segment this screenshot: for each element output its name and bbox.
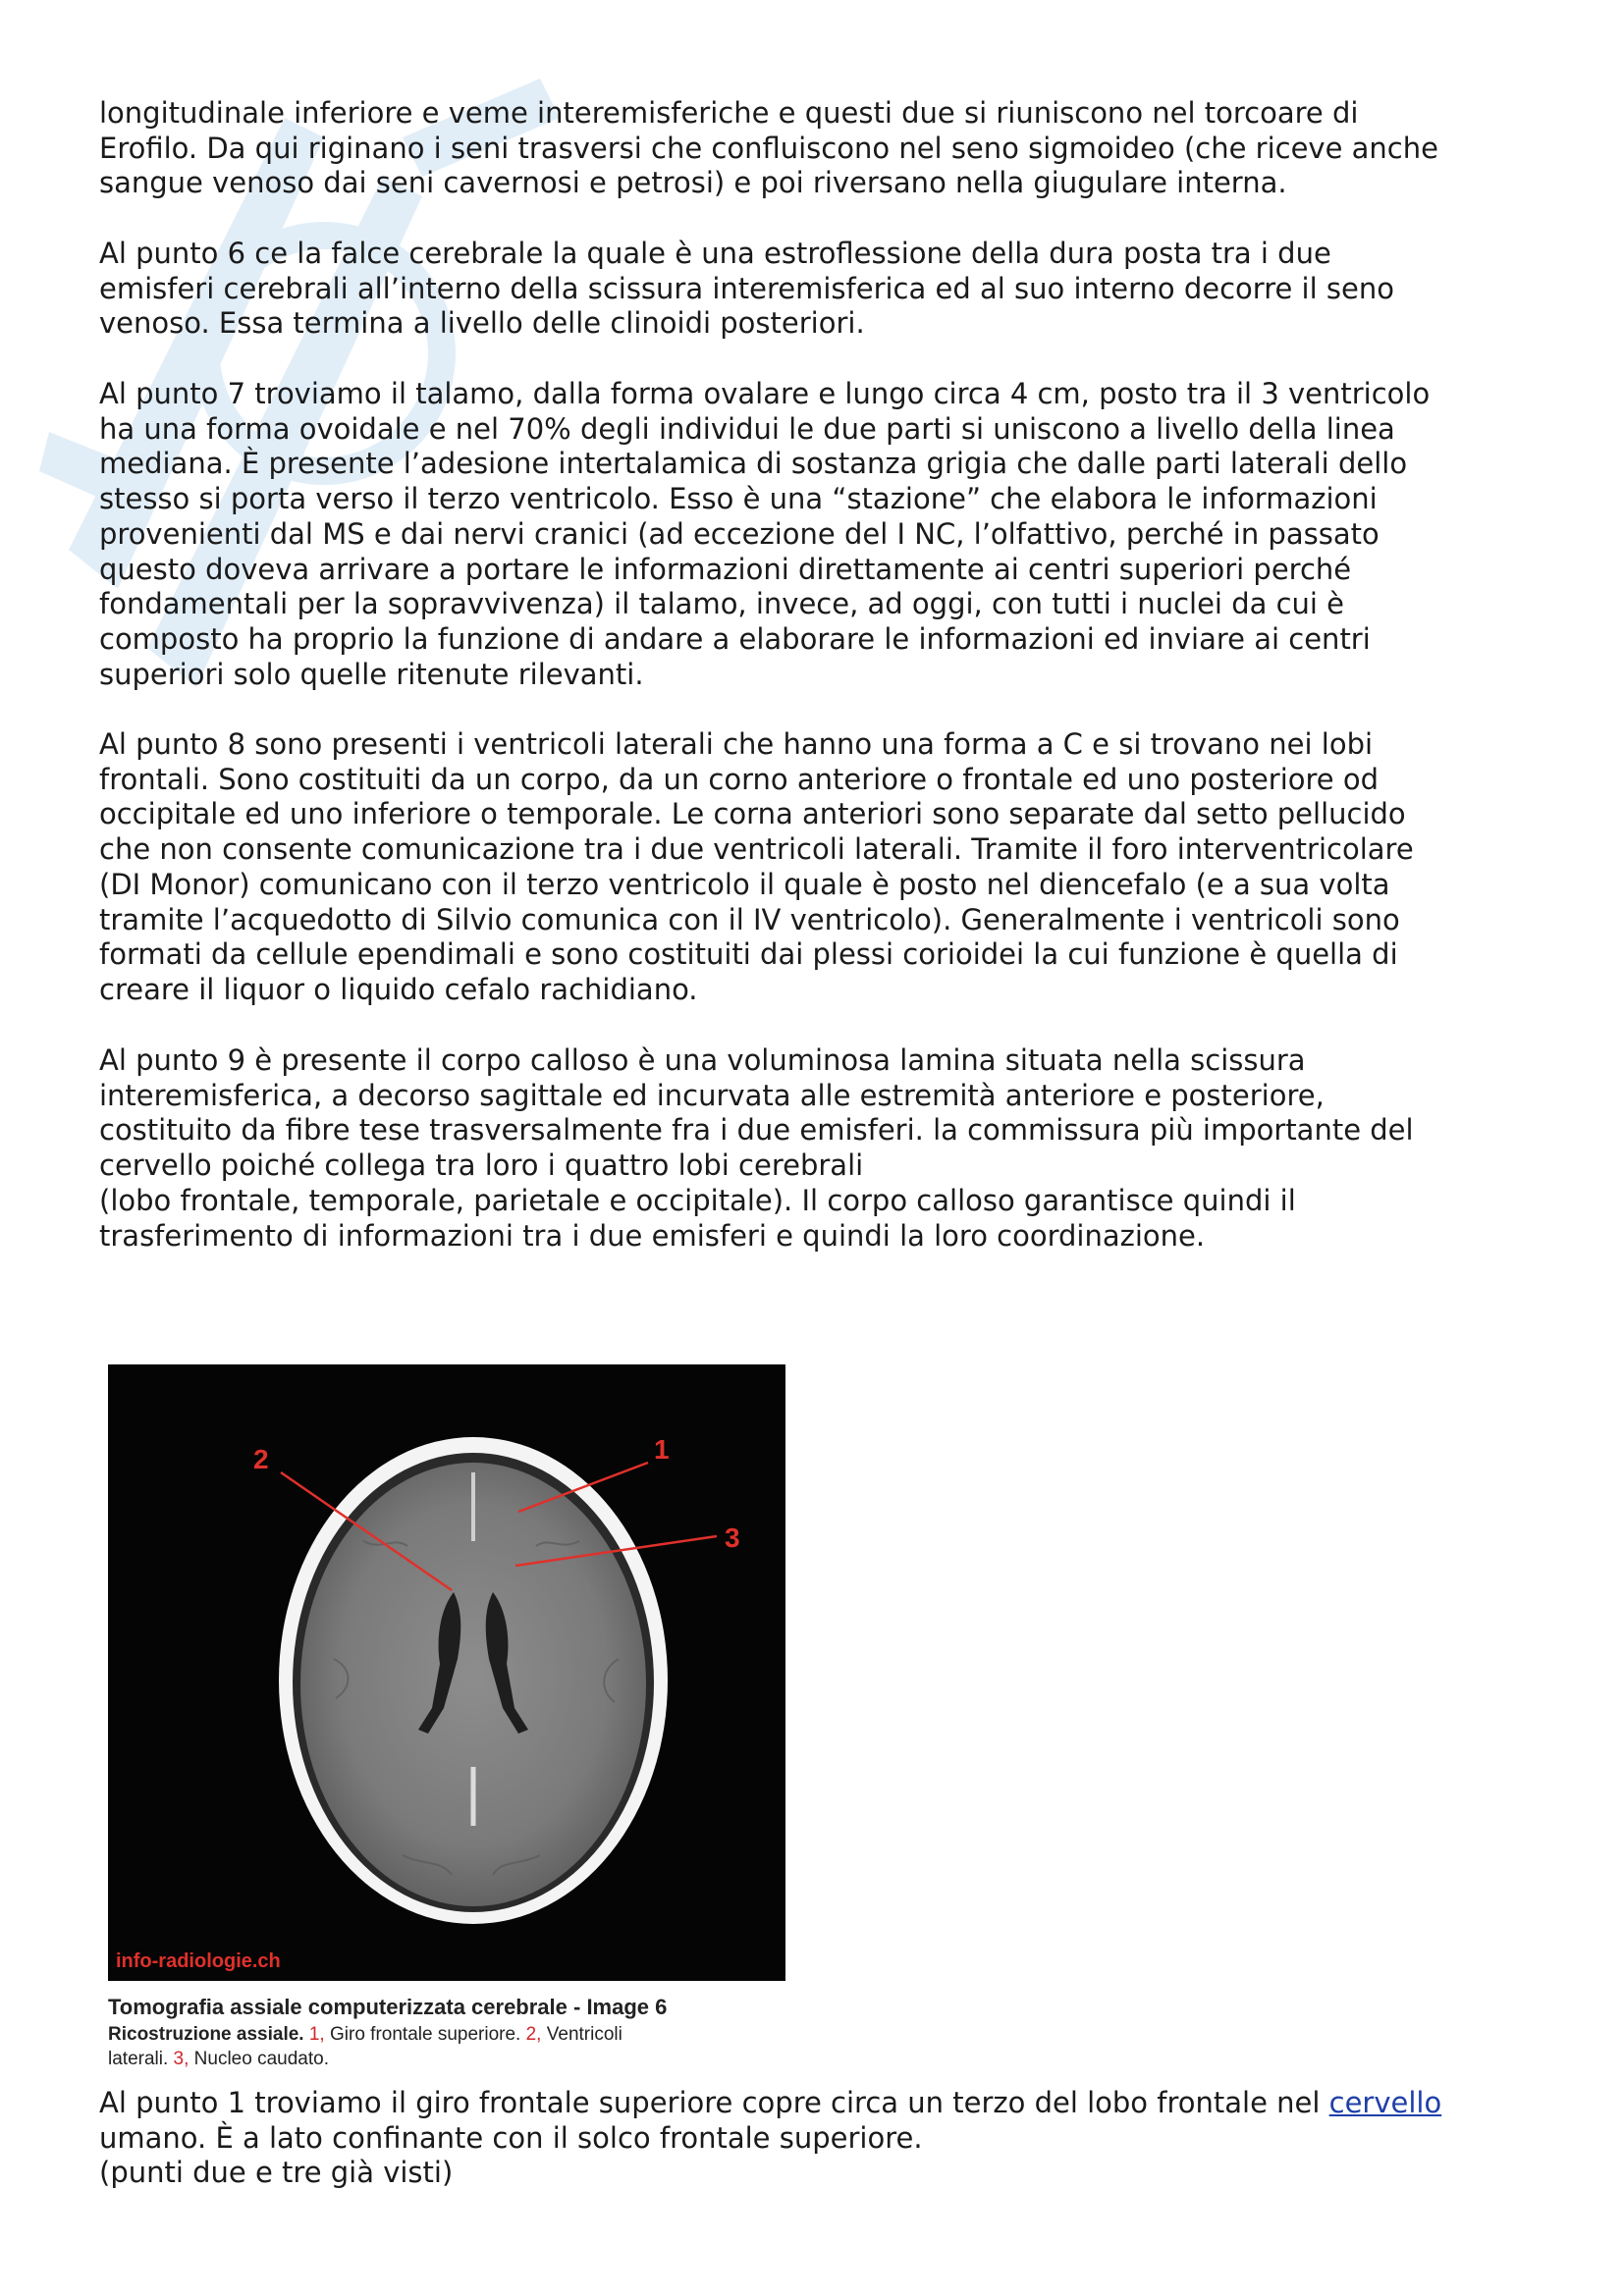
text-line: creare il liquor o liquido cefalo rachidiano. [99,972,698,1006]
text-line: Al punto 6 ce la falce cerebrale la quale è una estroflessione della dura posta tra i due [99,237,1331,270]
paragraph-falx-cerebri [99,237,1552,342]
label-1: 1 [654,1434,670,1465]
text-line: questo doveva arrivare a portare le informazioni direttamente ai centri superiori perché [99,552,1352,586]
label-3: 3 [725,1522,740,1553]
text-line: composto ha proprio la funzione di andare a elaborare le informazioni ed inviare ai centri [99,621,1371,656]
text-line: costituito da fibre tese trasversalmente fra i due emisferi. la commissura più importante del [99,1113,1414,1148]
caption-item: laterali. [108,2049,169,2069]
text-line: formati da cellule ependimali e sono costituiti dai plessi corioidei la cui funzione è quella di [99,937,1398,972]
text-line: stesso si porta verso il terzo ventricolo. Esso è una “stazione” che elabora le informazioni [99,482,1378,516]
text-line: Al punto 8 sono presenti i ventricoli laterali che hanno una forma a C e si trovano nei lobi [99,727,1374,761]
text-line: Erofilo. Da qui riginano i seni trasversi che confluiscono nel seno sigmoideo (che riceve anche [99,131,1438,165]
caption-item: Giro frontale superiore. [330,2024,521,2045]
ct-scan-image [108,1364,785,1981]
text-line: Al punto 9 è presente il corpo calloso è una voluminosa lamina situata nella scissura [99,1043,1306,1077]
paragraph-superior-frontal-gyrus [99,2086,1552,2191]
text-line: trasferimento di informazioni tra i due emisferi e quindi la loro coordinazione. [99,1218,1206,1253]
label-2: 2 [253,1444,269,1474]
paragraph-dural-sinuses [99,96,1552,201]
text-line: umano. È a lato confinante con il solco frontale superiore. [99,2120,923,2155]
text-line: (lobo frontale, temporale, parietale e occipitale). Il corpo calloso garantisce quindi il [99,1183,1296,1217]
text-line: occipitale ed uno inferiore o temporale. Le corna anteriori sono separate dal setto pellucido [99,797,1406,831]
text-line: (punti due e tre già visti) [99,2156,454,2190]
caption-num: 1, [308,2024,325,2045]
caption-item: Nucleo caudato. [193,2049,329,2069]
cervello-link[interactable]: cervello [1328,2086,1442,2119]
paragraph-corpus-callosum [99,1043,1552,1254]
caption-title: Tomografia assiale computerizzata cerebrale - Image 6 [108,1995,668,2019]
text-line: frontali. Sono costituiti da un corpo, da un corno anteriore o frontale ed uno posteriore od [99,762,1380,796]
text-line [99,2086,1552,2121]
paragraph-thalamus [99,377,1552,692]
figure-caption [108,1993,795,2071]
text-line: mediana. È presente l’adesione intertalamica di sostanza grigia che dalle parti laterali dello [99,447,1408,481]
text-line: Al punto 7 troviamo il talamo, dalla forma ovalare e lungo circa 4 cm, posto tra il 3 ventricolo [99,377,1431,410]
text-line: provenienti dal MS e dai nervi cranici (ad eccezione del I NC, l’olfattivo, perché in passato [99,516,1380,551]
text-line: interemisferica, a decorso sagittale ed incurvata alle estremità anteriore e posteriore, [99,1078,1325,1112]
text-line: sangue venoso dai seni cavernosi e petrosi) e poi riversano nella giugulare interna. [99,166,1287,200]
text-line: venoso. Essa termina a livello delle clinoidi posteriori. [99,306,865,341]
text-line: (DI Monor) comunicano con il terzo ventricolo il quale è posto nel diencefalo (e a sua volta [99,867,1390,901]
text-line: longitudinale inferiore e veme interemisferiche e questi due si riuniscono nel torcoare di [99,96,1359,130]
caption-prefix: Ricostruzione assiale. [108,2024,304,2045]
text-line: emisferi cerebrali all’interno della scissura interemisferica ed al suo interno decorre il seno [99,271,1394,305]
ct-scan-drawing [108,1364,785,1981]
text-line: tramite l’acquedotto di Silvio comunica con il IV ventricolo). Generalmente i ventricoli sono [99,902,1400,936]
text-line: che non consente comunicazione tra i due ventricoli laterali. Tramite il foro interventricolare [99,832,1414,867]
text-line: cervello poiché collega tra loro i quattro lobi cerebrali [99,1148,864,1183]
caption-num: 2, [525,2024,542,2045]
caption-item: Ventricoli [546,2024,622,2045]
text-line: superiori solo quelle ritenute rilevanti. [99,657,644,691]
image-credit: info-radiologie.ch [116,1950,281,1972]
caption-text [108,2022,795,2071]
text-line: ha una forma ovoidale e nel 70% degli individui le due parti si uniscono a livello della linea [99,411,1395,446]
caption-num: 3, [173,2049,189,2069]
paragraph-lateral-ventricles [99,727,1552,1008]
text-line: fondamentali per la sopravvivenza) il talamo, invece, ad oggi, con tutti i nuclei da cui è [99,587,1345,621]
text-fragment: Al punto 1 troviamo il giro frontale superiore copre circa un terzo del lobo frontale nel [99,2086,1329,2119]
